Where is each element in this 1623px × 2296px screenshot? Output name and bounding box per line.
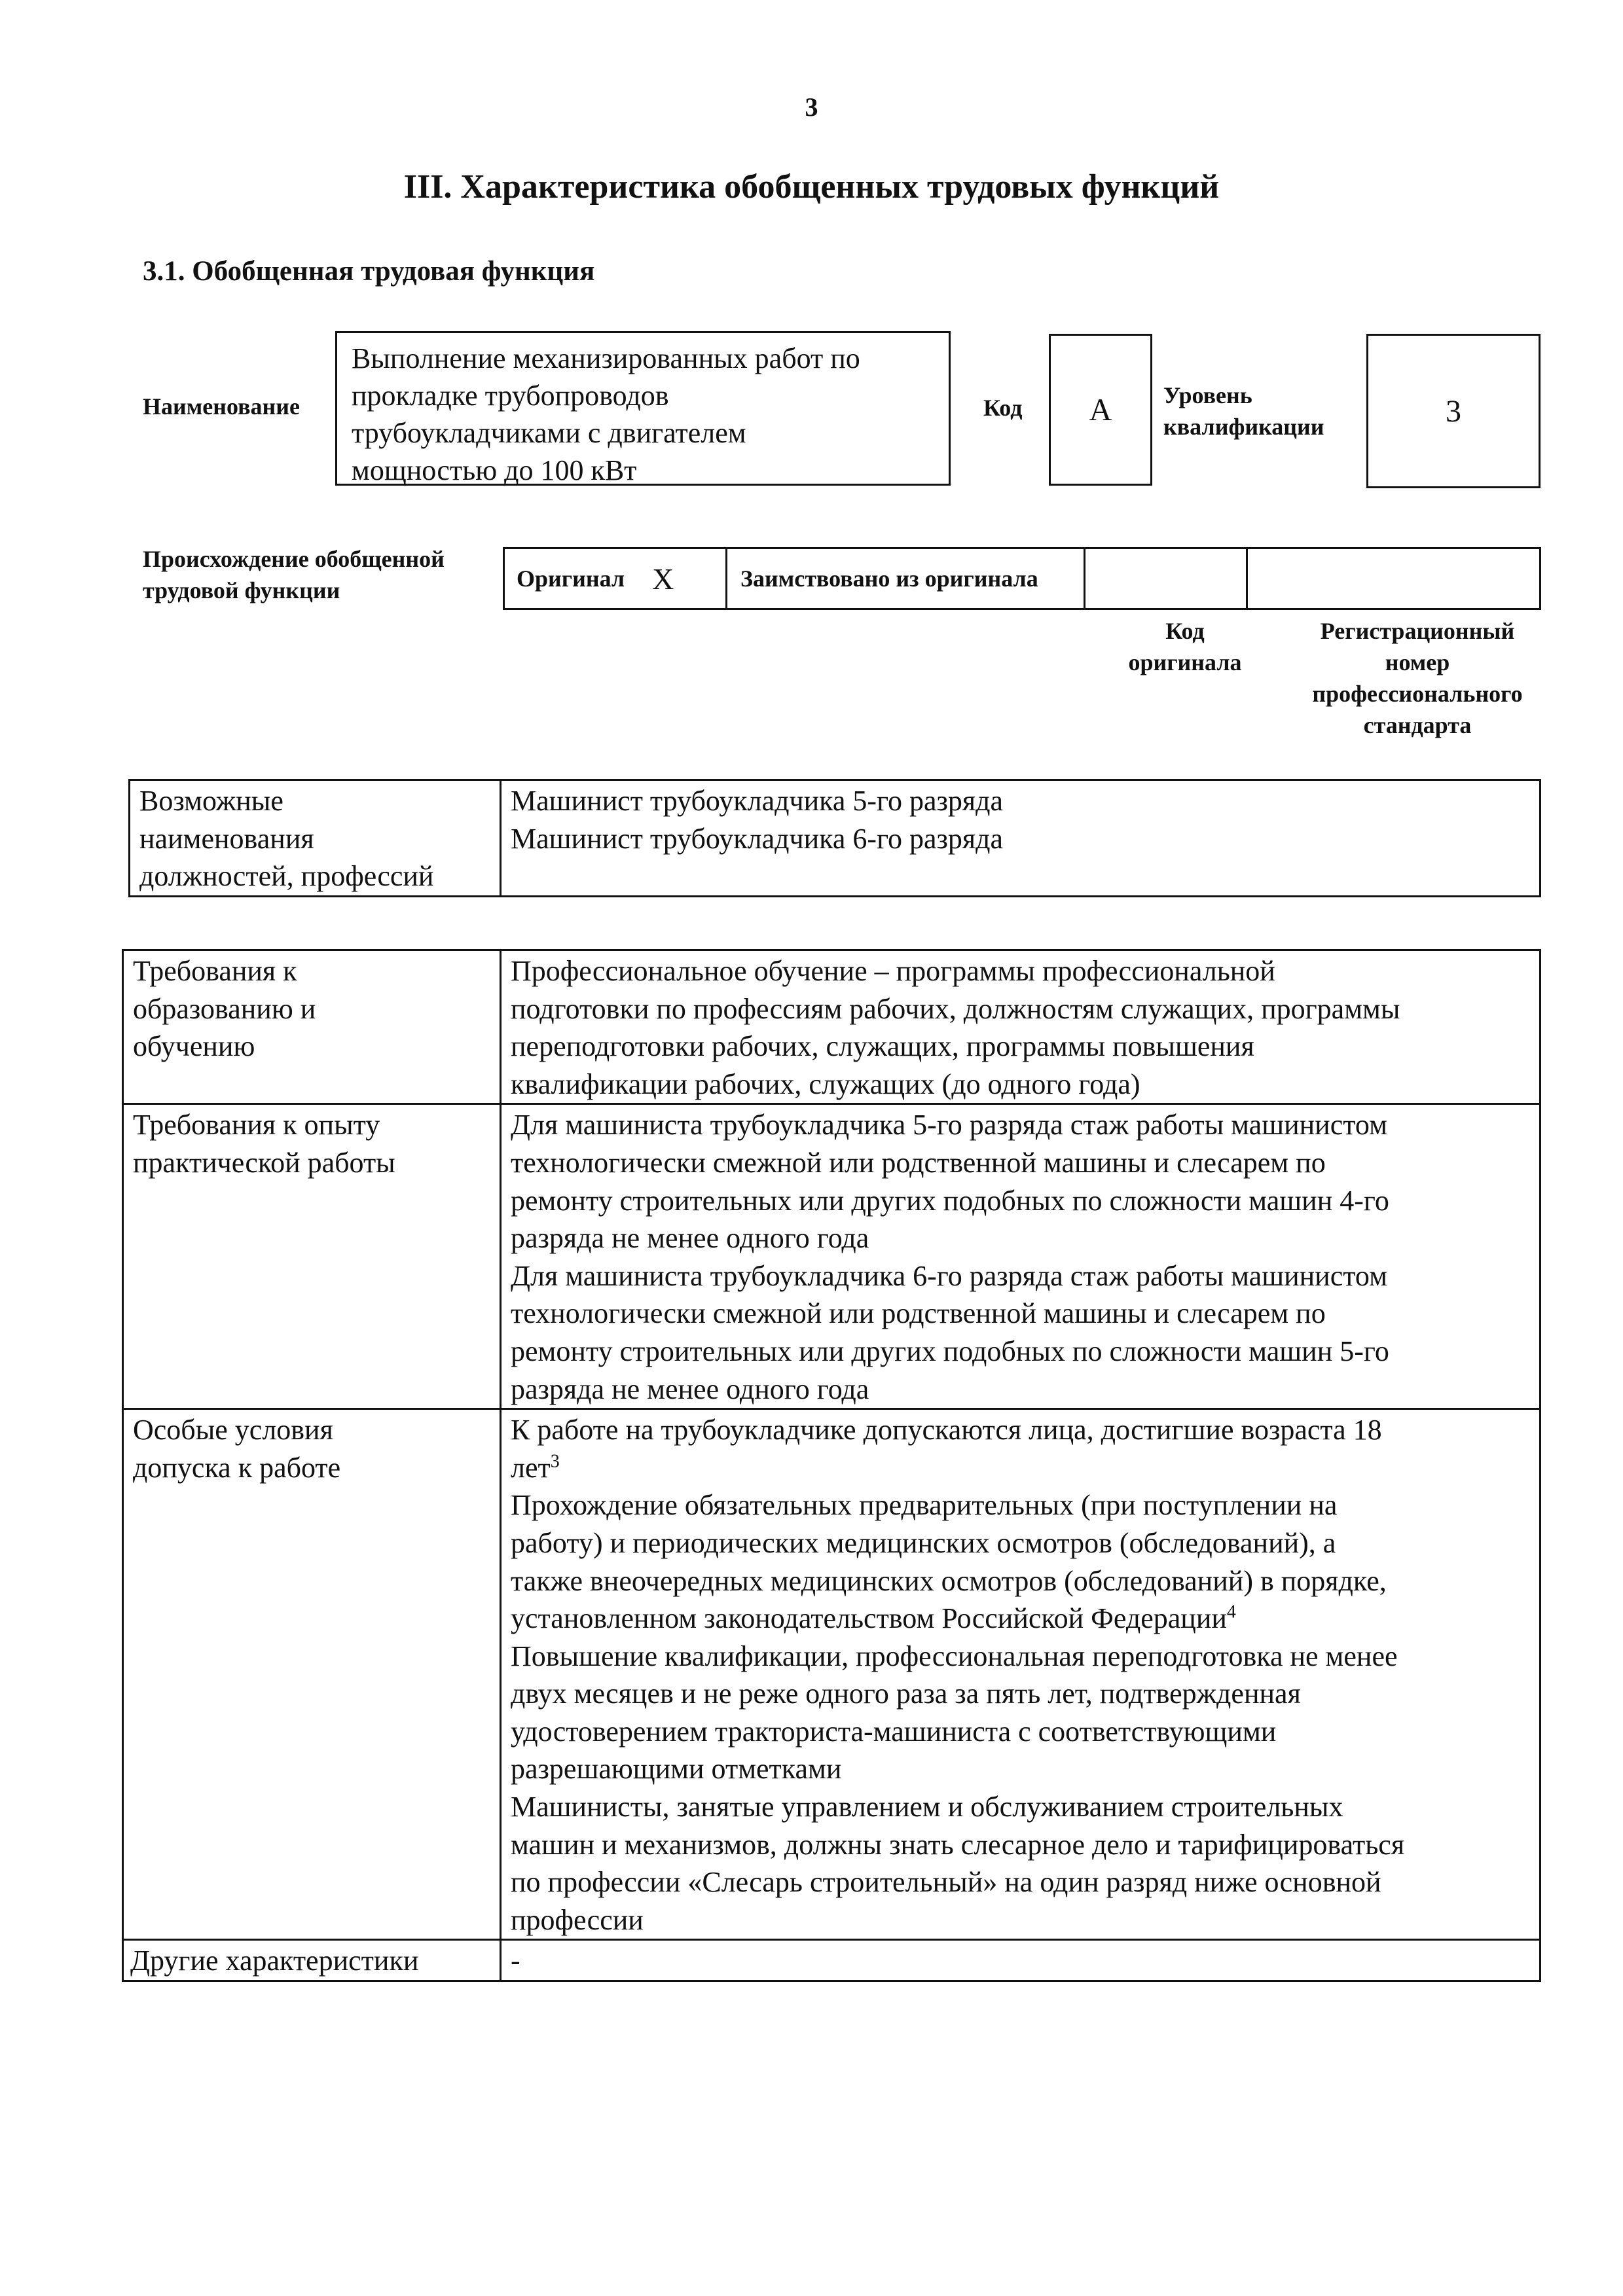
cell-line: также внеочередных медицинских осмотров (обследований) в порядке, xyxy=(511,1564,1387,1597)
origin-original-cell xyxy=(505,549,727,608)
cell-line: подготовки по профессиям рабочих, должностям служащих, программы xyxy=(511,992,1400,1025)
function-name-line: трубоукладчиками с двигателем xyxy=(352,417,746,449)
education-value-cell xyxy=(501,950,1541,1104)
caption-line: профессионального xyxy=(1312,681,1523,707)
function-name-line: Выполнение механизированных работ по xyxy=(352,342,860,374)
requirements-table xyxy=(122,949,1541,1982)
cell-line: работу) и периодических медицинских осмотров (обследований), а xyxy=(511,1526,1336,1559)
level-value-box: 3 xyxy=(1366,334,1541,488)
cell-line: ремонту строительных или других подобных по сложности машин 5-го xyxy=(511,1335,1389,1367)
origin-label-line: трудовой функции xyxy=(143,577,340,603)
cell-line: допуска к работе xyxy=(133,1451,341,1484)
reg-number-caption xyxy=(1264,615,1571,741)
page-number: 3 xyxy=(805,92,818,122)
cell-line: Машинисты, занятые управлением и обслуживанием строительных xyxy=(511,1791,1343,1823)
origin-row xyxy=(503,547,1541,610)
cell-line: квалификации рабочих, служащих (до одного года) xyxy=(511,1067,1140,1100)
experience-value-cell xyxy=(501,1104,1541,1409)
cell-line: Для машиниста трубоукладчика 5-го разряда стаж работы машинистом xyxy=(511,1109,1387,1141)
cell-line: двух месяцев и не реже одного раза за пять лет, подтвержденная xyxy=(511,1677,1301,1710)
cell-text: лет xyxy=(511,1451,551,1484)
cell-line: разрешающими отметками xyxy=(511,1753,842,1785)
section-title: III. Характеристика обобщенных трудовых функций xyxy=(403,168,1220,206)
table-row xyxy=(130,780,1541,897)
cell-line xyxy=(511,1449,1530,1487)
origin-label xyxy=(143,543,445,606)
function-name-line: прокладке трубопроводов xyxy=(352,380,669,412)
code-value-box: А xyxy=(1049,334,1152,486)
cell-line: технологически смежной или родственной машины и слесарем по xyxy=(511,1297,1326,1330)
positions-value-cell xyxy=(501,780,1541,897)
table-row xyxy=(123,1409,1541,1940)
caption-line: Код xyxy=(1165,618,1205,644)
subsection-title: 3.1. Обобщенная трудовая функция xyxy=(143,256,595,287)
cell-line: Возможные xyxy=(139,785,283,817)
conditions-value-cell xyxy=(501,1409,1541,1940)
level-label-line: квалификации xyxy=(1163,414,1324,440)
level-label xyxy=(1163,380,1324,442)
cell-line: Требования к опыту xyxy=(133,1109,380,1141)
cell-line: Профессиональное обучение – программы профессиональной xyxy=(511,955,1275,987)
cell-line: ремонту строительных или других подобных по сложности машин 4-го xyxy=(511,1184,1389,1217)
education-label-cell xyxy=(123,950,501,1104)
table-row xyxy=(123,1104,1541,1409)
level-label-line: Уровень xyxy=(1163,382,1252,408)
origin-code-cell xyxy=(1085,549,1248,608)
origin-label-line: Происхождение обобщенной xyxy=(143,546,445,572)
table-row xyxy=(123,950,1541,1104)
caption-line: номер xyxy=(1385,649,1450,675)
caption-line: стандарта xyxy=(1363,712,1472,738)
cell-line: профессии xyxy=(511,1903,644,1936)
footnote-ref: 4 xyxy=(1226,1602,1236,1623)
table-row xyxy=(123,1940,1541,1981)
name-label: Наименование xyxy=(143,393,300,420)
cell-line: Прохождение обязательных предварительных (при поступлении на xyxy=(511,1489,1338,1522)
cell-line: Машинист трубоукладчика 6-го разряда xyxy=(511,822,1004,855)
original-mark: Х xyxy=(652,562,674,596)
cell-line: должностей, профессий xyxy=(139,860,434,893)
cell-line: удостоверением тракториста-машиниста с соответствующими xyxy=(511,1715,1277,1748)
cell-line: технологически смежной или родственной машины и слесарем по xyxy=(511,1146,1326,1179)
cell-line: Особые условия xyxy=(133,1414,333,1446)
footnote-ref: 3 xyxy=(550,1451,560,1472)
cell-line xyxy=(511,1600,1530,1638)
origin-borrowed-cell xyxy=(727,549,1085,608)
cell-text: установленном законодательством Российской Федерации xyxy=(511,1602,1227,1635)
cell-line: по профессии «Слесарь строительный» на один разряд ниже основной xyxy=(511,1866,1381,1899)
cell-line: переподготовки рабочих, служащих, программы повышения xyxy=(511,1030,1254,1063)
cell-line: разряда не менее одного года xyxy=(511,1222,869,1255)
function-name-line: мощностью до 100 кВт xyxy=(352,454,637,486)
other-value-cell: - xyxy=(501,1940,1541,1981)
positions-label-cell xyxy=(130,780,501,897)
cell-line: Требования к xyxy=(133,955,297,987)
caption-line: оригинала xyxy=(1128,649,1242,675)
cell-line: К работе на трубоукладчике допускаются лица, достигшие возраста 18 xyxy=(511,1414,1382,1446)
cell-line: наименования xyxy=(139,822,314,855)
original-label: Оригинал xyxy=(517,565,625,592)
other-label-cell: Другие характеристики xyxy=(123,1940,501,1981)
cell-line: разряда не менее одного года xyxy=(511,1372,869,1405)
cell-line: Повышение квалификации, профессиональная переподготовка не менее xyxy=(511,1640,1398,1672)
experience-label-cell xyxy=(123,1104,501,1409)
cell-line: машин и механизмов, должны знать слесарное дело и тарифицироваться xyxy=(511,1828,1405,1861)
cell-line: Для машиниста трубоукладчика 6-го разряда стаж работы машинистом xyxy=(511,1259,1387,1292)
cell-line: практической работы xyxy=(133,1146,395,1179)
cell-line: образованию и xyxy=(133,992,316,1025)
positions-table xyxy=(128,779,1541,897)
function-name-box xyxy=(335,331,951,486)
borrowed-label: Заимствовано из оригинала xyxy=(740,565,1038,592)
conditions-label-cell xyxy=(123,1409,501,1940)
code-label: Код xyxy=(983,395,1023,421)
cell-line: Машинист трубоукладчика 5-го разряда xyxy=(511,785,1004,817)
caption-line: Регистрационный xyxy=(1320,618,1515,644)
cell-line: обучению xyxy=(133,1030,255,1063)
origin-reg-cell xyxy=(1248,549,1539,608)
